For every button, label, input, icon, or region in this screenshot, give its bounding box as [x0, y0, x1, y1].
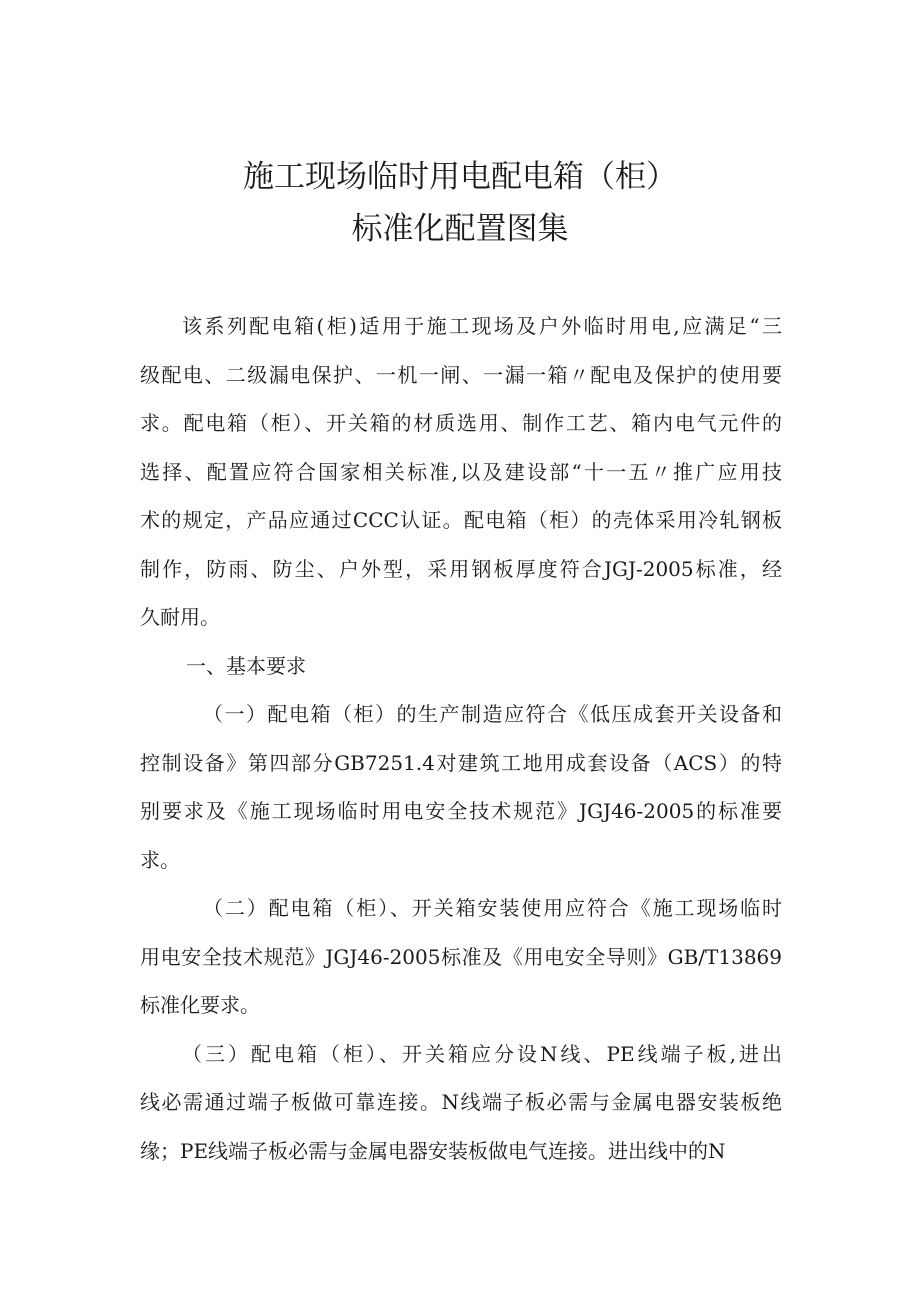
paragraph-line: （二）配电箱（柜）、开关箱安装使用应符合《施工现场临时 — [203, 896, 782, 920]
paragraph — [140, 690, 782, 884]
paragraph-line: 求。 — [140, 847, 180, 872]
paragraph-line: 制作，防雨、防尘、户外型，采用钢板厚度符合JGJ-2005标准，经 — [140, 556, 782, 581]
paragraph — [140, 302, 782, 642]
paragraph — [140, 1030, 782, 1176]
paragraph-line: 术的规定，产品应通过CCC认证。配电箱（柜）的壳体采用冷轧钢板 — [140, 508, 782, 532]
paragraph-line: 线必需通过端子板做可靠连接。N线端子板必需与金属电器安装板绝 — [140, 1090, 782, 1114]
paragraph-line: 选择、配置应符合国家相关标准,以及建设部“十一五〃推广应用技 — [140, 459, 782, 484]
paragraph-line: （三）配电箱（柜）、开关箱应分设N线、PE线端子板,进出 — [182, 1041, 782, 1066]
paragraph-line: 久耐用。 — [140, 605, 220, 629]
paragraph-line: 缘；PE线端子板必需与金属电器安装板做电气连接。进出线中的N — [140, 1138, 726, 1163]
paragraph-line: （一）配电箱（柜）的生产制造应符合《低压成套开关设备和 — [203, 702, 782, 726]
paragraph-line: 标准化要求。 — [140, 993, 260, 1017]
paragraph-line: 求。配电箱（柜）、开关箱的材质选用、制作工艺、箱内电气元件的 — [140, 411, 782, 435]
paragraph-line: 控制设备》第四部分GB7251.4对建筑工地用成套设备（ACS）的特 — [140, 750, 782, 775]
paragraph-line: 级配电、二级漏电保护、一机一闸、一漏一箱〃配电及保护的使用要 — [140, 362, 782, 387]
paragraph-line: 该系列配电箱(柜)适用于施工现场及户外临时用电,应满足“三 — [182, 314, 782, 338]
section-heading — [140, 642, 782, 691]
document-title-line-2: 标准化配置图集 — [351, 211, 569, 247]
document-body — [140, 302, 782, 1175]
document-title-line-1: 施工现场临时用电配电箱（柜） — [243, 159, 677, 195]
paragraph — [140, 884, 782, 1030]
paragraph-line: 用电安全技术规范》JGJ46-2005标准及《用电安全导则》GB/T13869 — [140, 944, 782, 969]
paragraph-line: 别要求及《施工现场临时用电安全技术规范》JGJ46-2005的标准要 — [140, 799, 782, 823]
paragraph-line: 一、基本要求 — [186, 653, 306, 678]
